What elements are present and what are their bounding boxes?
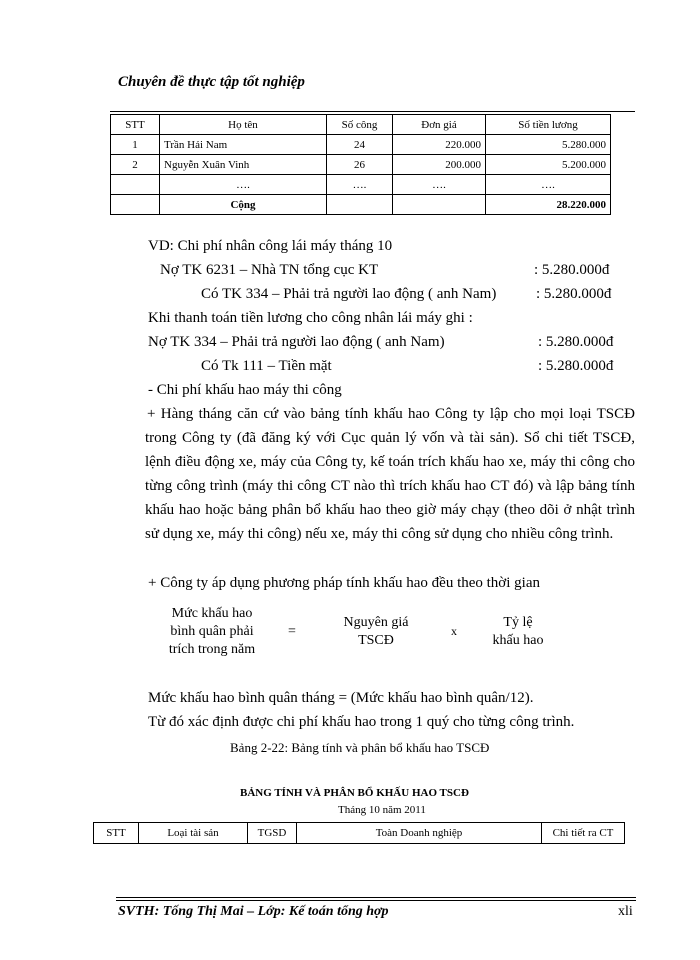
entry-amount: : 5.280.000đ bbox=[536, 286, 612, 302]
cell: …. bbox=[327, 175, 393, 195]
cell: Trần Hải Nam bbox=[160, 135, 327, 155]
entry-label: Nợ TK 6231 – Nhà TN tổng cục KT bbox=[160, 262, 379, 278]
formula-rhs-line: Tỷ lệ bbox=[503, 615, 533, 630]
entry-label: Có Tk 111 – Tiền mặt bbox=[201, 358, 332, 374]
table-header-row bbox=[94, 823, 625, 844]
formula-mid-line: Nguyên giá bbox=[343, 615, 409, 630]
entry-amount: : 5.280.000đ bbox=[538, 358, 614, 374]
footer-rule bbox=[116, 897, 636, 898]
formula-rhs bbox=[478, 614, 558, 650]
page-header-title: Chuyên đề thực tập tốt nghiệp bbox=[118, 74, 305, 90]
formula-rhs-line: khấu hao bbox=[492, 633, 544, 648]
depreciation-table bbox=[93, 822, 625, 844]
monthly-depreciation-line: Mức khấu hao bình quân tháng = (Mức khấu hao bình quân/12). bbox=[148, 690, 534, 706]
entry-amount: : 5.280.000đ bbox=[538, 334, 614, 350]
cell: 2 bbox=[111, 155, 160, 175]
cell: Nguyễn Xuân Vinh bbox=[160, 155, 327, 175]
col-header-tgsd: TGSD bbox=[248, 823, 297, 844]
header-rule bbox=[110, 111, 635, 112]
total-label: Cộng bbox=[160, 195, 327, 215]
table-caption: Bảng 2-22: Bảng tính và phân bổ khấu hao TSCĐ bbox=[230, 740, 490, 755]
entry-label: Khi thanh toán tiền lương cho công nhân lái máy ghi : bbox=[148, 310, 473, 326]
entry-label: Nợ TK 334 – Phải trả người lao động ( anh Nam) bbox=[148, 334, 445, 350]
formula-lhs bbox=[152, 605, 272, 659]
table2-subtitle: Tháng 10 năm 2011 bbox=[338, 804, 426, 816]
formula-lhs-line: Mức khấu hao bbox=[171, 606, 253, 621]
col-header-unit-price: Đơn giá bbox=[393, 115, 486, 135]
col-header-detail: Chi tiết ra CT bbox=[542, 823, 625, 844]
cell bbox=[111, 175, 160, 195]
col-header-stt: STT bbox=[94, 823, 139, 844]
formula-equals: = bbox=[288, 624, 296, 639]
col-header-days: Số công bbox=[327, 115, 393, 135]
formula-middle bbox=[326, 614, 426, 650]
cell: 1 bbox=[111, 135, 160, 155]
cell: …. bbox=[486, 175, 611, 195]
cell: 200.000 bbox=[393, 155, 486, 175]
cell bbox=[393, 195, 486, 215]
paragraph-straight-line: + Công ty áp dụng phương pháp tính khấu hao đều theo thời gian bbox=[148, 575, 540, 591]
quarter-depreciation-line: Từ đó xác định được chi phí khấu hao trong 1 quý cho từng công trình. bbox=[148, 714, 575, 730]
formula-times: x bbox=[451, 624, 457, 638]
col-header-asset-type: Loại tài sản bbox=[139, 823, 248, 844]
table2-title: BẢNG TÍNH VÀ PHÂN BỔ KHẤU HAO TSCĐ bbox=[240, 787, 469, 799]
col-header-whole-company: Toàn Doanh nghiệp bbox=[297, 823, 542, 844]
table-row bbox=[111, 155, 611, 175]
page-number: xli bbox=[618, 904, 633, 919]
cell: …. bbox=[160, 175, 327, 195]
paragraph-text: + Hàng tháng căn cứ vào bảng tính khấu hao Công ty lập cho mọi loại TSCĐ trong Công ty (đã đăng ký với Cục quản lý vốn và tài sản). Sổ chi tiết TSCĐ, lệnh điều động xe, máy của Công ty, kế toán trích khấu hao xe, máy thi công cho từng công trình (máy thi công CT nào thì trích khấu hao CT đó) và lập bảng tính khấu hao hoặc bảng phân bổ khấu hao theo giờ máy chạy (theo dõi ở nhật trình sử dụng xe, máy thi công) nếu xe, máy thi công sử dụng cho nhiều công trình. bbox=[145, 406, 635, 542]
depreciation-title: - Chi phí khấu hao máy thi công bbox=[148, 382, 342, 398]
footer-rule bbox=[116, 900, 636, 901]
table-header-row bbox=[111, 115, 611, 135]
cell bbox=[111, 195, 160, 215]
col-header-salary: Số tiền lương bbox=[486, 115, 611, 135]
cell: 220.000 bbox=[393, 135, 486, 155]
example-title: VD: Chi phí nhân công lái máy tháng 10 bbox=[148, 238, 393, 254]
formula-mid-line: TSCĐ bbox=[358, 633, 394, 648]
cell: 5.200.000 bbox=[486, 155, 611, 175]
cell: 26 bbox=[327, 155, 393, 175]
cell: 5.280.000 bbox=[486, 135, 611, 155]
table-row bbox=[111, 135, 611, 155]
cell bbox=[327, 195, 393, 215]
cell: 24 bbox=[327, 135, 393, 155]
entry-amount: : 5.280.000đ bbox=[534, 262, 610, 278]
table-total-row bbox=[111, 195, 611, 215]
cell: …. bbox=[393, 175, 486, 195]
entry-label: Có TK 334 – Phải trả người lao động ( anh Nam) bbox=[201, 286, 497, 302]
formula-lhs-line: trích trong năm bbox=[168, 642, 256, 657]
footer-text: SVTH: Tống Thị Mai – Lớp: Kế toán tổng hợp bbox=[118, 904, 389, 919]
table-row bbox=[111, 175, 611, 195]
paragraph-depreciation-method bbox=[145, 402, 635, 546]
col-header-name: Họ tên bbox=[160, 115, 327, 135]
col-header-stt: STT bbox=[111, 115, 160, 135]
wage-table bbox=[110, 114, 611, 215]
formula-lhs-line: bình quân phải bbox=[170, 624, 254, 639]
total-value: 28.220.000 bbox=[486, 195, 611, 215]
